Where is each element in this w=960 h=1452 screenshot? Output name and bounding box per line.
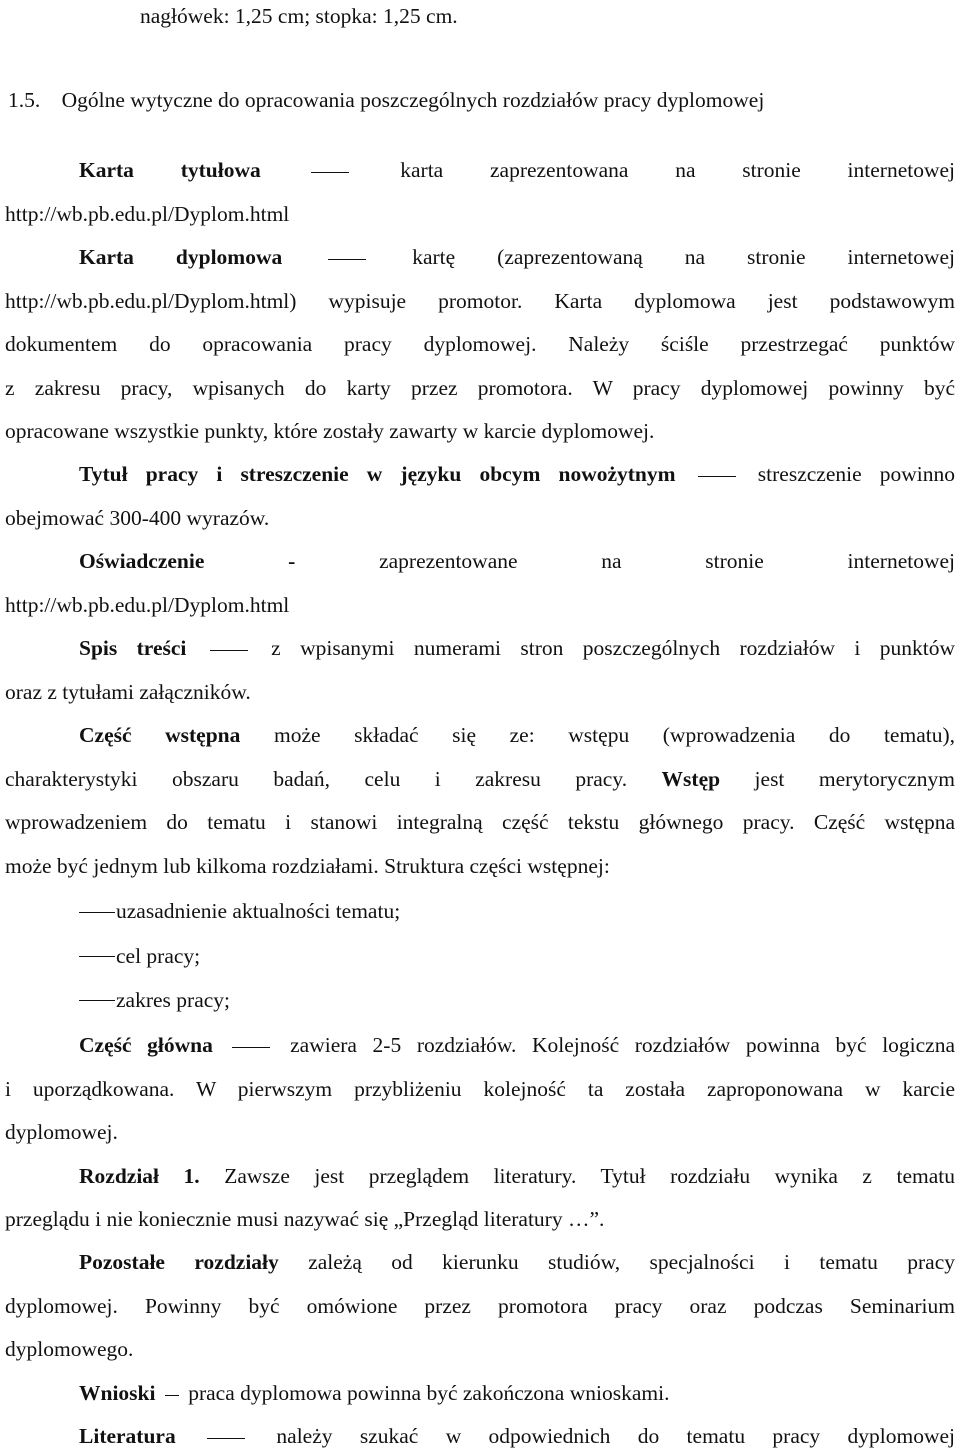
- term-karta-dyplomowa: Karta dyplomowa: [79, 245, 283, 269]
- text-line: dokumentem do opracowania pracy dyplomowej. Należy ściśle przestrzegać punktów: [5, 332, 955, 356]
- text-line: http://wb.pb.edu.pl/Dyplom.html) wypisuje promotor. Karta dyplomowa jest podstawowym: [5, 289, 955, 313]
- text: zawiera 2-5 rozdziałów. Kolejność rozdziałów powinna być logiczna: [290, 1033, 956, 1057]
- text: zależą od kierunku studiów, specjalności i tematu pracy: [308, 1250, 956, 1274]
- text-line: może być jednym lub kilkoma rozdziałami. Struktura części wstępnej:: [5, 854, 610, 878]
- text-line: z zakresu pracy, wpisanych do karty przez promotora. W pracy dyplomowej powinny być: [5, 376, 955, 400]
- paragraph-pozostale: [79, 1249, 955, 1275]
- text-line: [5, 766, 955, 792]
- text-line: obejmować 300-400 wyrazów.: [5, 506, 270, 530]
- em-dash: [165, 1395, 179, 1396]
- term-czesc-glowna: Część główna: [79, 1033, 213, 1057]
- paragraph-karta-dyplomowa: [79, 244, 955, 270]
- paragraph-czesc-wstepna: [79, 722, 955, 748]
- term-wstep: Wstęp: [661, 767, 721, 791]
- list-item: cel pracy;: [116, 944, 201, 968]
- text-line: i uporządkowana. W pierwszym przybliżeniu kolejność ta została zaproponowana w karcie: [5, 1077, 955, 1101]
- text: może składać się ze: wstępu (wprowadzenia do tematu),: [273, 723, 956, 747]
- paragraph-oswiadczenie: [79, 548, 955, 574]
- paragraph-literatura: [79, 1423, 955, 1449]
- paragraph-spis-tresci: [79, 635, 955, 661]
- list-dash: [79, 956, 115, 957]
- text: zaprezentowane na stronie internetowej: [379, 549, 956, 573]
- em-dash: [210, 650, 248, 651]
- separator: -: [288, 549, 296, 573]
- term-wnioski: Wnioski: [79, 1381, 156, 1405]
- text: charakterystyki obszaru badań, celu i zakresu pracy.: [5, 767, 628, 791]
- term-oswiadczenie: Oświadczenie: [79, 549, 205, 573]
- term-spis-tresci: Spis treści: [79, 636, 187, 660]
- text-line: dyplomowej.: [5, 1120, 118, 1144]
- text: kartę (zaprezentowaną na stronie internetowej: [412, 245, 955, 269]
- paragraph-karta-tytulowa: [79, 157, 955, 183]
- text-line: przeglądu i nie koniecznie musi nazywać się „Przegląd literatury …”.: [5, 1207, 605, 1231]
- list-dash: [79, 1000, 115, 1001]
- section-title: Ogólne wytyczne do opracowania poszczególnych rozdziałów pracy dyplomowej: [61, 88, 765, 112]
- paragraph-czesc-glowna: [79, 1032, 955, 1058]
- term-pozostale: Pozostałe rozdziały: [79, 1250, 279, 1274]
- paragraph-tytul-pracy: [79, 461, 955, 487]
- list-dash: [79, 912, 115, 913]
- text-line: dyplomowego.: [5, 1337, 134, 1361]
- text-line: wprowadzeniem do tematu i stanowi integralną część tekstu głównego pracy. Część wstępna: [5, 810, 955, 834]
- text: praca dyplomowa powinna być zakończona wnioskami.: [188, 1381, 670, 1405]
- paragraph-wnioski: [79, 1380, 955, 1406]
- paragraph-rozdzial-1: [79, 1163, 955, 1189]
- section-number: 1.5.: [8, 88, 41, 112]
- em-dash: [698, 476, 736, 477]
- text: jest merytorycznym: [754, 767, 955, 791]
- top-line: nagłówek: 1,25 cm; stopka: 1,25 cm.: [140, 4, 458, 28]
- term-karta-tytulowa: Karta tytułowa: [79, 158, 261, 182]
- section-heading: [8, 87, 958, 113]
- list-item: zakres pracy;: [116, 988, 230, 1012]
- text-line: oraz z tytułami załączników.: [5, 680, 251, 704]
- term-literatura: Literatura: [79, 1424, 176, 1448]
- list-item: uzasadnienie aktualności tematu;: [116, 899, 401, 923]
- text-line: dyplomowej. Powinny być omówione przez promotora pracy oraz podczas Seminarium: [5, 1294, 955, 1318]
- em-dash: [232, 1047, 270, 1048]
- text: karta zaprezentowana na stronie internetowej: [400, 158, 955, 182]
- text: Zawsze jest przeglądem literatury. Tytuł rozdziału wynika z tematu: [224, 1164, 955, 1188]
- em-dash: [207, 1438, 245, 1439]
- text: należy szukać w odpowiednich do tematu pracy dyplomowej: [276, 1424, 955, 1448]
- url-karta-tytulowa: http://wb.pb.edu.pl/Dyplom.html: [5, 202, 290, 226]
- term-rozdzial-1: Rozdział 1.: [79, 1164, 200, 1188]
- text-line: opracowane wszystkie punkty, które zostały zawarty w karcie dyplomowej.: [5, 419, 655, 443]
- em-dash: [311, 172, 349, 173]
- term-czesc-wstepna: Część wstępna: [79, 723, 241, 747]
- text: z wpisanymi numerami stron poszczególnych rozdziałów i punktów: [271, 636, 955, 660]
- em-dash: [328, 259, 366, 260]
- text: streszczenie powinno: [757, 462, 956, 486]
- term-tytul-pracy: Tytuł pracy i streszczenie w języku obcym nowożytnym: [79, 462, 676, 486]
- url-oswiadczenie: http://wb.pb.edu.pl/Dyplom.html: [5, 593, 290, 617]
